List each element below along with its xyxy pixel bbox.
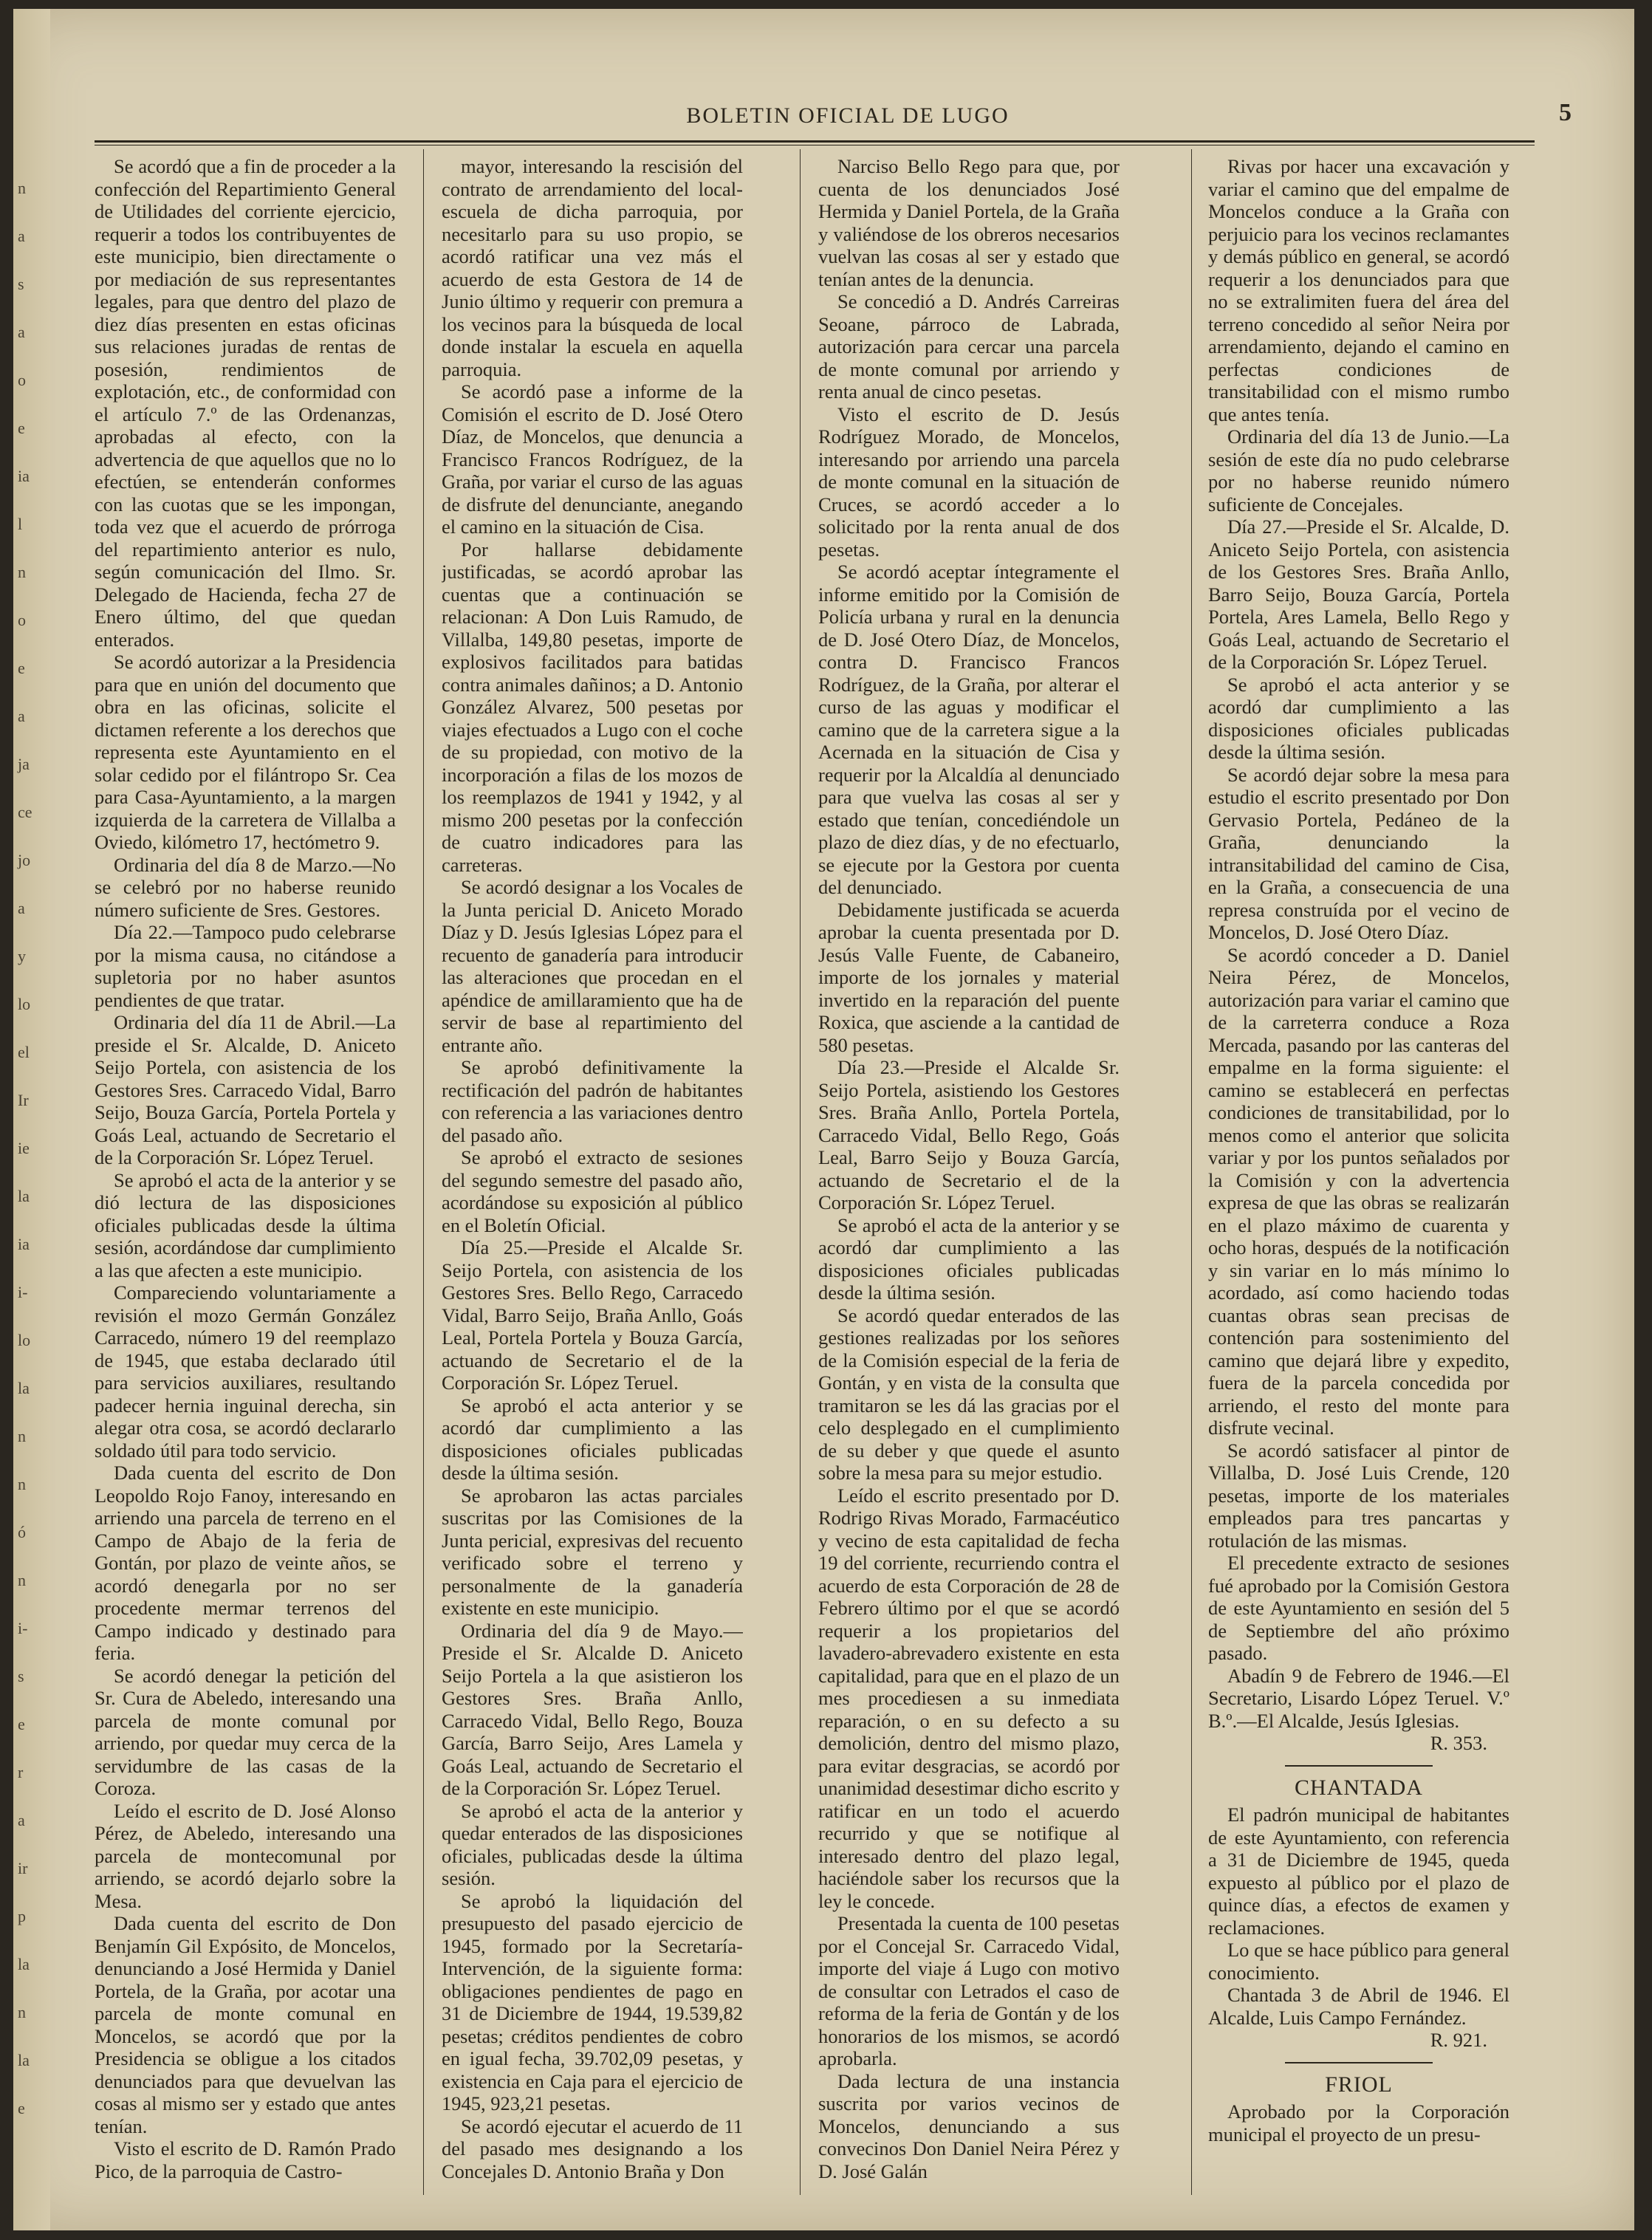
margin-fragment: e (18, 659, 25, 677)
paragraph: Dada lectura de una instancia suscrita por varios vecinos de Moncelos, denunciando a sus convecinos Don Daniel Neira Pérez y D. José Galán (818, 2069, 1120, 2182)
paragraph: Ordinaria del día 8 de Marzo.—No se celebró por no haberse reunido número suficiente de Sres. Gestores. (95, 853, 396, 921)
paragraph: Día 23.—Preside el Alcalde Sr. Seijo Portela, asistiendo los Gestores Sres. Braña Anllo, Portela Portela, Carracedo Vidal, Bello Rego, Goás Leal, Barro Seijo y Bouza García, actuando de Secretario el de la Corporación Sr. López Teruel. (818, 1056, 1120, 1213)
margin-fragment: ir (18, 1859, 28, 1877)
margin-fragment: ja (18, 755, 30, 773)
margin-fragment: p (18, 1907, 26, 1925)
paragraph: Se aprobó definitivamente la rectificación del padrón de habitantes con referencia a las variaciones dentro del pasado año. (442, 1056, 743, 1146)
paragraph: Se acordó quedar enterados de las gestiones realizadas por los señores de la Comisión especial de la feria de Gontán, y en vista de la consulta que tramitaron se les dá las gracias por el celo desplegado en el cumplimiento de su deber y que quede el asunto sobre la mesa para su mejor estudio. (818, 1304, 1120, 1484)
margin-fragment: a (18, 707, 25, 725)
margin-fragment: s (18, 1667, 24, 1685)
margin-fragment: l (18, 515, 23, 533)
margin-fragment: el (18, 1043, 30, 1061)
margin-fragment: n (18, 179, 26, 197)
paragraph: Se acordó designar a los Vocales de la Junta pericial D. Aniceto Morado Díaz y D. Jesús Iglesias López para el recuento de ganadería para introducir las alteraciones que procedan en el apéndice de amillaramiento que ha de servir de base al repartimiento del entrante año. (442, 876, 743, 1056)
paragraph: Se acordó conceder a D. Daniel Neira Pérez, de Moncelos, autorización para variar el camino que de la carreterra conduce a Roza Mercada, pasando por las canteras del empalme en la forma siguiente: el camino se establecerá en perfectas condiciones de transitabilidad, por lo menos como el anterior que solicita variar y por los puntos señalados por la Comisión y con la advertencia expresa de que las obras se realizarán en el plazo máximo de cuarenta y ocho horas, después de la notificación y sin variar en lo más mínimo lo acordado, así como haciendo todas cuantas obras sean precisas de contención para sostenimiento del camino que dejará libre y expedito, fuera de la parcela concedida por arriendo, el resto del monte para disfrute vecinal. (1208, 943, 1509, 1439)
column-1 (95, 155, 396, 2208)
margin-fragment: la (18, 1187, 30, 1205)
paragraph: Dada cuenta del escrito de Don Leopoldo Rojo Fanoy, interesando en arriendo una parcela de terreno en el Campo de Abajo de la feria de Gontán, por plazo de veinte años, se acordó denegarla por no ser procedente mermar terrenos del Campo indicado y destinado para feria. (95, 1462, 396, 1664)
paragraph: mayor, interesando la rescisión del contrato de arrendamiento del local-escuela de dicha parroquia, por necesitarlo para su uso propio, se acordó ratificar una vez más el acuerdo de esta Gestora de 14 de Junio último y requerir con premura a los vecinos para la búsqueda de local donde instalar la escuela en aquella parroquia. (442, 155, 743, 380)
paragraph: Por hallarse debidamente justificadas, se acordó aprobar las cuentas que a continuación se relacionan: A Don Luis Ramudo, de Villalba, 149,80 pesetas, importe de explosivos facilitados para batidas contra animales dañinos; a D. Antonio González Alvarez, 500 pesetas por viajes efectuados a Lugo con el coche de su propiedad, con motivo de la incorporación a filas de los mozos de los reemplazos de 1941 y 1942, y al mismo 200 pesetas por la confección de cuatro indicadores para las carreteras. (442, 538, 743, 876)
paragraph: Chantada 3 de Abril de 1946. El Alcalde, Luis Campo Fernández. (1208, 1984, 1509, 2029)
paragraph: Se acordó aceptar íntegramente el informe emitido por la Comisión de Policía urbana y rural en la denuncia de D. José Otero Díaz, de Moncelos, contra D. Francisco Francos Rodríguez, de la Graña, por alterar el curso de las aguas y modificar el camino que de la carretera sigue a la Acernada en la situación de Cisa y requerir por la Alcaldía al denunciado para que vuelva las cosas al ser y estado que tenían, concediéndole un plazo de diez días, y de no efectuarlo, se ejecute por la Gestora por cuenta del denunciado. (818, 561, 1120, 898)
reference-number: R. 353. (1430, 1732, 1487, 1754)
paragraph: Se aprobó el acta de la anterior y se acordó dar cumplimiento a las disposiciones oficiales publicadas desde la última sesión. (818, 1213, 1120, 1304)
paragraph: Se acordó que a fin de proceder a la confección del Repartimiento General de Utilidades del corriente ejercicio, requerir a todos los contribuyentes de este municipio, bien directamente o por mediación de sus representantes legales, para que dentro del plazo de diez días presenten en estas oficinas sus relaciones juradas de rentas de posesión, rendimientos de explotación, etc., de conformidad con el artículo 7.º de las Ordenanzas, aprobadas al efecto, con la advertencia de que aquellos que no lo efectúen, se entenderán conformes con las cuotas que se les impongan, toda vez que el acuerdo de prórroga del repartimiento anterior es nulo, según comunicación del Ilmo. Sr. Delegado de Hacienda, fecha 27 de Enero último, del que quedan enterados. (95, 155, 396, 651)
paragraph: El precedente extracto de sesiones fué aprobado por la Comisión Gestora de este Ayuntamiento en sesión del 5 de Septiembre del año próximo pasado. (1208, 1552, 1509, 1664)
section-heading-chantada: CHANTADA (1295, 1775, 1423, 1800)
paragraph: Se acordó denegar la petición del Sr. Cura de Abeledo, interesando una parcela de monte comunal por arriendo, por quedar muy cerca de la servidumbre de las casas de la Coroza. (95, 1664, 396, 1799)
margin-fragment: ia (18, 1235, 30, 1253)
margin-fragment: i- (18, 1283, 28, 1301)
margin-fragment: n (18, 1427, 26, 1445)
margin-fragment: la (18, 1379, 30, 1397)
paragraph: Visto el escrito de D. Jesús Rodríguez Morado, de Moncelos, interesando por arriendo una parcela de monte comunal en la situación de Cruces, se acordó acceder a lo solicitado por la renta anual de dos pesetas. (818, 403, 1120, 561)
header-rule (95, 140, 1535, 143)
margin-fragment: ie (18, 1139, 30, 1157)
margin-fragment: e (18, 419, 25, 437)
paragraph: Se acordó satisfacer al pintor de Villalba, D. José Luis Crende, 120 pesetas, importe de los materiales empleados para tres pancartas y rotulación de las mismas. (1208, 1439, 1509, 1552)
paragraph: Ordinaria del día 13 de Junio.—La sesión de este día no pudo celebrarse por no haberse reunido número suficiente de Concejales. (1208, 425, 1509, 516)
paragraph: El padrón municipal de habitantes de este Ayuntamiento, con referencia a 31 de Diciembre de 1945, queda expuesto al público por el plazo de quince días, a efectos de examen y reclamaciones. (1208, 1804, 1509, 1939)
paragraph: Se aprobó el acta anterior y se acordó dar cumplimiento a las disposiciones oficiales publicadas desde la última sesión. (1208, 673, 1509, 763)
margin-fragment: a (18, 227, 25, 245)
paragraph: Presentada la cuenta de 100 pesetas por el Concejal Sr. Carracedo Vidal, importe del viaje á Lugo con motivo de consultar con Letrados el caso de reforma de la feria de Gontán y de los honorarios de los mismos, se acordó aprobarla. (818, 1912, 1120, 2069)
margin-fragment: n (18, 2003, 26, 2021)
margin-fragment: Ir (18, 1091, 29, 1109)
margin-fragment: jo (18, 851, 31, 869)
paragraph: Se acordó autorizar a la Presidencia para que en unión del documento que obra en las oficinas, solicite el dictamen referente a los derechos que representa este Ayuntamiento en el solar cedido por el filántropo Sr. Cea para Casa-Ayuntamiento, a la margen izquierda de la carretera de Villalba a Oviedo, kilómetro 17, hectómetro 9. (95, 651, 396, 853)
margin-fragment: n (18, 563, 26, 581)
column-3 (818, 155, 1120, 2208)
paragraph: Día 27.—Preside el Sr. Alcalde, D. Aniceto Seijo Portela, con asistencia de los Gestores Sres. Braña Anllo, Barro Seijo, Bouza García, Portela Portela, Ares Lamela, Bello Rego y Goás Leal, actuando de Secretario el de la Corporación Sr. López Teruel. (1208, 516, 1509, 673)
column-4 (1208, 155, 1509, 2208)
margin-fragment: n (18, 1571, 26, 1589)
section-heading-friol: FRIOL (1325, 2072, 1393, 2097)
paragraph: Ordinaria del día 9 de Mayo.—Preside el Sr. Alcalde D. Aniceto Seijo Portela a la que asistieron los Gestores Sres. Braña Anllo, Carracedo Vidal, Bello Rego, Bouza García, Barro Seijo, Ares Lamela y Goás Leal, actuando de Secretario el de la Corporación Sr. López Teruel. (442, 1619, 743, 1799)
chantada-body (1208, 1804, 1509, 2029)
newspaper-page (13, 9, 1634, 2230)
paragraph: Compareciendo voluntariamente a revisión el mozo Germán González Carracedo, número 19 del reemplazo de 1945, que estaba declarado útil para servicios auxiliares, resultando padecer hernia inguinal derecha, sin alegar otra cosa, se acordó declararlo soldado útil para todo servicio. (95, 1281, 396, 1462)
paragraph: Visto el escrito de D. Ramón Prado Pico, de la parroquia de Castro- (95, 2137, 396, 2182)
margin-fragment: la (18, 1955, 30, 1973)
margin-fragment: o (18, 371, 26, 389)
margin-fragment: la (18, 2051, 30, 2069)
column-divider (800, 149, 801, 2195)
section-separator (1285, 1765, 1433, 1767)
paragraph: Rivas por hacer una excavación y variar el camino que del empalme de Moncelos conduce a la Graña con perjuicio para los vecinos reclamantes y demás público en general, se acordó requerir a los denunciados para que no se extralimiten fuera del área del terreno concedido al señor Neira por arrendamiento, dejando el camino en perfectas condiciones de transitabilidad con el mismo rumbo que antes tenía. (1208, 155, 1509, 425)
paragraph: Leído el escrito de D. José Alonso Pérez, de Abeledo, interesando una parcela de montecomunal por arriendo, se acordó dejarlo sobre la Mesa. (95, 1799, 396, 1912)
paragraph: Narciso Bello Rego para que, por cuenta de los denunciados José Hermida y Daniel Portela, de la Graña y valiéndose de los obreros necesarios vuelvan las cosas al ser y estado que tenían antes de la denuncia. (818, 155, 1120, 290)
margin-fragment: i- (18, 1619, 28, 1637)
friol-body (1208, 2100, 1509, 2145)
margin-fragment: s (18, 275, 24, 293)
paragraph: Se aprobó el acta anterior y se acordó dar cumplimiento a las disposiciones oficiales publicadas desde la última sesión. (442, 1394, 743, 1484)
margin-fragment: e (18, 2099, 25, 2117)
paragraph: Abadín 9 de Febrero de 1946.—El Secretario, Lisardo López Teruel. V.º B.º.—El Alcalde, Jesús Iglesias. (1208, 1664, 1509, 1732)
paragraph: Se acordó pase a informe de la Comisión el escrito de D. José Otero Díaz, de Moncelos, que denuncia a Francisco Francos Rodríguez, de la Graña, por variar el curso de las aguas de disfrute del denunciante, anegando el camino en la situación de Cisa. (442, 380, 743, 538)
section-separator (1285, 2062, 1433, 2063)
margin-fragment: r (18, 1763, 24, 1781)
margin-fragment: a (18, 899, 25, 917)
paragraph: Lo que se hace público para general conocimiento. (1208, 1939, 1509, 1984)
paragraph: Día 22.—Tampoco pudo celebrarse por la misma causa, no citándose a supletoria por no haber asuntos pendientes de que tratar. (95, 921, 396, 1011)
paragraph: Aprobado por la Corporación municipal el proyecto de un presu- (1208, 2100, 1509, 2145)
margin-fragment: ia (18, 467, 30, 485)
margin-fragment: a (18, 1811, 25, 1829)
column-4-body (1208, 155, 1509, 1732)
paragraph: Se aprobó el extracto de sesiones del segundo semestre del pasado año, acordándose su exposición al público en el Boletín Oficial. (442, 1146, 743, 1236)
page-header (95, 97, 1601, 142)
paragraph: Día 25.—Preside el Alcalde Sr. Seijo Portela, con asistencia de los Gestores Sres. Bello Rego, Carracedo Vidal, Barro Seijo, Braña Anllo, Goás Leal, Portela Portela y Bouza García, actuando de Secretario el de la Corporación Sr. López Teruel. (442, 1236, 743, 1394)
paragraph: Se aprobó el acta de la anterior y quedar enterados de las disposiciones oficiales, publicadas desde la última sesión. (442, 1799, 743, 1889)
page-number: 5 (1559, 99, 1572, 126)
column-2 (442, 155, 743, 2208)
paragraph: Leído el escrito presentado por D. Rodrigo Rivas Morado, Farmacéutico y vecino de esta capitalidad de fecha 19 del corriente, recurriendo contra el acuerdo de esta Corporación de 28 de Febrero último por el que se acordó requerir a los propietarios del lavadero-abrevadero existente en esta capitalidad, para que en el plazo de un mes procediesen a su inmediata reparación, o en su defecto a su demolición, dentro del mismo plazo, para evitar desgracias, se acordó por unanimidad desestimar dicho escrito y ratificar en un todo el acuerdo recurrido y que se notifique al interesado dentro del plazo legal, haciéndole saber los recursos que la ley le concede. (818, 1484, 1120, 1912)
paragraph: Se aprobó el acta de la anterior y se dió lectura de las disposiciones oficiales publicadas desde la última sesión, acordándose dar cumplimiento a las que afecten a este municipio. (95, 1168, 396, 1281)
reference-number: R. 921. (1430, 2029, 1487, 2051)
margin-fragment: ó (18, 1523, 26, 1541)
column-divider (1191, 149, 1192, 2195)
paragraph: Ordinaria del día 11 de Abril.—La preside el Sr. Alcalde, D. Aniceto Seijo Portela, con asistencia de los Gestores Sres. Carracedo Vidal, Barro Seijo, Bouza García, Portela Portela y Goás Leal, actuando de Secretario el de la Corporación Sr. López Teruel. (95, 1011, 396, 1168)
adjacent-page-edge (13, 9, 50, 2230)
paragraph: Dada cuenta del escrito de Don Benjamín Gil Expósito, de Moncelos, denunciando a José Hermida y Daniel Portela, de la Graña, por acotar una parcela de monte comunal en Moncelos, se acordó que por la Presidencia se obligue a los citados denunciados para que devuelvan las cosas al mismo ser y estado que antes tenían. (95, 1912, 396, 2137)
margin-fragment: o (18, 611, 26, 629)
column-divider (423, 149, 424, 2195)
margin-fragment: n (18, 1475, 26, 1493)
margin-fragment: lo (18, 1331, 31, 1349)
publication-title: BOLETIN OFICIAL DE LUGO (686, 103, 1010, 128)
margin-fragment: ce (18, 803, 32, 821)
margin-fragment: e (18, 1715, 25, 1733)
paragraph: Debidamente justificada se acuerda aprobar la cuenta presentada por D. Jesús Valle Fuente, de Cabaneiro, importe de los jornales y material invertido en la reparación del puente Roxica, que asciende a la cantidad de 580 pesetas. (818, 898, 1120, 1056)
paragraph: Se aprobaron las actas parciales suscritas por las Comisiones de la Junta pericial, expresivas del recuento verificado sobre el terreno y personalmente de la ganadería existente en este municipio. (442, 1484, 743, 1619)
paragraph: Se concedió a D. Andrés Carreiras Seoane, párroco de Labrada, autorización para cercar una parcela de monte comunal por arriendo y renta anual de cinco pesetas. (818, 290, 1120, 403)
margin-fragment: lo (18, 995, 31, 1013)
paragraph: Se acordó ejecutar el acuerdo de 11 del pasado mes designando a los Concejales D. Antonio Braña y Don (442, 2114, 743, 2182)
paragraph: Se acordó dejar sobre la mesa para estudio el escrito presentado por Don Gervasio Portela, Pedáneo de la Graña, denunciando la intransitabilidad del camino de Cisa, en la Graña, a consecuencia de una represa construída por el vecino de Moncelos, D. José Otero Díaz. (1208, 763, 1509, 943)
margin-fragment: a (18, 323, 25, 341)
margin-fragment: y (18, 947, 26, 965)
paragraph: Se aprobó la liquidación del presupuesto del pasado ejercicio de 1945, formado por la Secretaría-Intervención, de la siguiente forma: obligaciones pendientes de pago en 31 de Diciembre de 1944, 19.539,82 pesetas; créditos pendientes de cobro en igual fecha, 39.702,09 pesetas, y existencia en Caja para el ejercicio de 1945, 923,21 pesetas. (442, 1889, 743, 2114)
